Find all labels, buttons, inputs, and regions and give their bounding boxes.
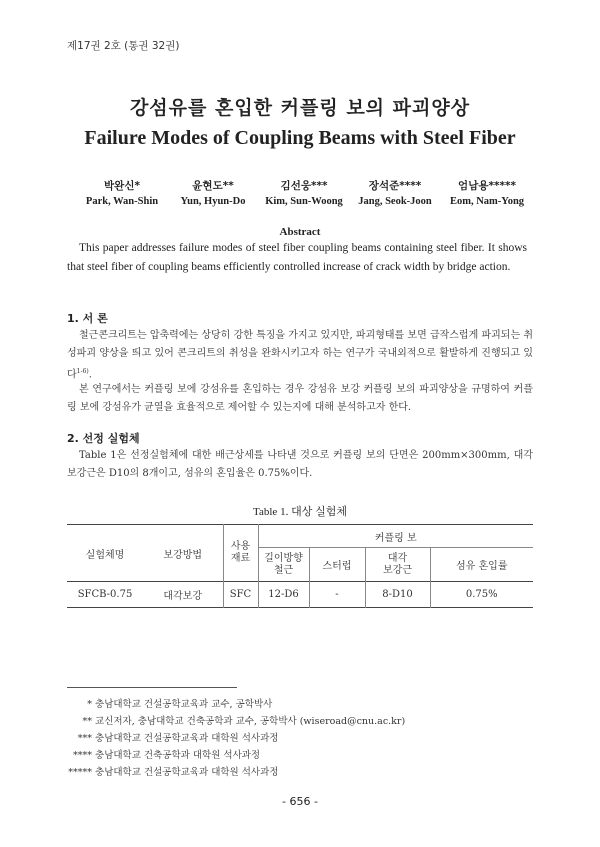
author-name-ko: 엄남용*****: [458, 180, 516, 192]
th-longitudinal: [258, 548, 309, 582]
section-1-paragraph-2: 본 연구에서는 커플링 보에 강섬유를 혼입하는 경우 강섬유 보강 커플링 보의 파괴양상을 규명하여 커플링 보에 강섬유가 균열을 효율적으로 제어할 수 있는지에 대해 분석하고자 한다.: [67, 384, 533, 413]
footnote-mark: ***: [77, 733, 92, 744]
abstract-text: This paper addresses failure modes of steel fiber coupling beams containing steel fiber. It shows that steel fiber of coupling beams efficiently controlled increase of crack width by bridge action.: [67, 242, 527, 273]
cell-fiber: 0.75%: [465, 589, 498, 600]
cell-reinforcement: 대각보강: [163, 591, 203, 602]
cell-stirrup: -: [309, 582, 365, 608]
title-korean: 강섬유를 혼입한 커플링 보의 파괴양상: [129, 97, 471, 119]
cell-diagonal: 8-D10: [365, 582, 430, 608]
th-coupling-beam: 커플링 보: [258, 525, 533, 548]
footnote-1: [40, 696, 540, 710]
th-material: [223, 525, 258, 582]
th-diag-line1: 대각: [387, 552, 408, 564]
section-1-title: 1. 서 론: [67, 312, 108, 325]
th-stirrup: 스터럽: [309, 548, 365, 582]
title-english: Failure Modes of Coupling Beams with Steel Fiber: [84, 127, 516, 149]
footnote-text: 충남대학교 건설공학교육과 교수, 공학박사: [95, 699, 273, 710]
footnote-2: [40, 713, 540, 727]
section-1-paragraph-1: [67, 327, 533, 384]
author-name-en: Jang, Seok-Joon: [358, 196, 432, 207]
footnote-mark: *****: [68, 767, 92, 778]
footnote-mark: ****: [73, 750, 92, 761]
footnote-text: 충남대학교 건설공학교육과 대학원 석사과정: [95, 767, 279, 778]
footnote-text: 교신저자, 충남대학교 건축공학과 교수, 공학박사 (wiseroad@cnu.ac.kr): [95, 716, 406, 727]
footnote-divider: [67, 687, 237, 688]
specimen-table: [67, 524, 533, 608]
table-row: [67, 582, 533, 608]
footnote-mark: **: [82, 716, 92, 727]
th-diagonal: [365, 548, 430, 582]
section-2-title: 2. 선정 실험체: [67, 432, 140, 445]
footnote-3: [40, 730, 540, 744]
th-specimen: 실험체명: [85, 549, 125, 561]
th-diag-line2: 보강근: [383, 564, 412, 576]
author-name-en: Park, Wan-Shin: [85, 196, 159, 207]
footnote-text: 충남대학교 건설공학교육과 대학원 석사과정: [95, 733, 279, 744]
cell-specimen: SFCB-0.75: [77, 589, 133, 600]
author-name-en: Eom, Nam-Yong: [449, 196, 525, 207]
author-name-en: Yun, Hyun-Do: [180, 196, 246, 207]
footnote-text: 충남대학교 건축공학과 대학원 석사과정: [95, 750, 261, 761]
th-long-line2: 철근: [273, 564, 294, 576]
author-name-ko: 박완신*: [104, 180, 140, 192]
paragraph-end: .: [88, 369, 92, 381]
footnote-5: [40, 764, 540, 778]
author-name-en: Kim, Sun-Woong: [265, 196, 343, 207]
author-name-ko: 윤현도**: [192, 180, 234, 192]
abstract-heading: Abstract: [279, 226, 321, 238]
cell-material: SFC: [223, 582, 258, 608]
footnote-mark: *: [87, 699, 92, 710]
author-name-ko: 장석준****: [368, 180, 422, 192]
th-long-line1: 길이방향: [264, 552, 303, 564]
table-caption: Table 1. 대상 실험체: [253, 506, 347, 518]
author-5: [432, 178, 542, 207]
cell-longitudinal: 12-D6: [258, 582, 309, 608]
th-material-line2: 재료: [230, 553, 251, 564]
author-name-ko: 김선웅***: [280, 180, 328, 192]
running-header: 제17권 2호 (통권 32권): [67, 40, 180, 52]
section-2-paragraph-1: Table 1은 선정실험체에 대한 배근상세를 나타낸 것으로 커플링 보의 단면은 200mm×300mm, 대각보강근은 D10의 8개이고, 섬유의 혼입율은 0.75%이다.: [67, 450, 533, 479]
th-reinforcement: 보강방법: [163, 549, 203, 561]
th-fiber: 섬유 혼입률: [456, 561, 508, 572]
th-material-line1: 사용: [230, 541, 251, 552]
paragraph-text: 철근콘크리트는 압축력에는 상당히 강한 특징을 가지고 있지만, 파괴형태를 보면 급작스럽게 파괴되는 취성파괴 양상을 띄고 있어 콘크리트의 취성을 완화시키고자 하는 연구가 국내외적으로 활발하게 진행되고 있다: [67, 330, 533, 381]
citation: 1-6): [76, 368, 89, 375]
page-number: - 656 -: [282, 795, 318, 808]
footnote-4: [40, 747, 540, 761]
